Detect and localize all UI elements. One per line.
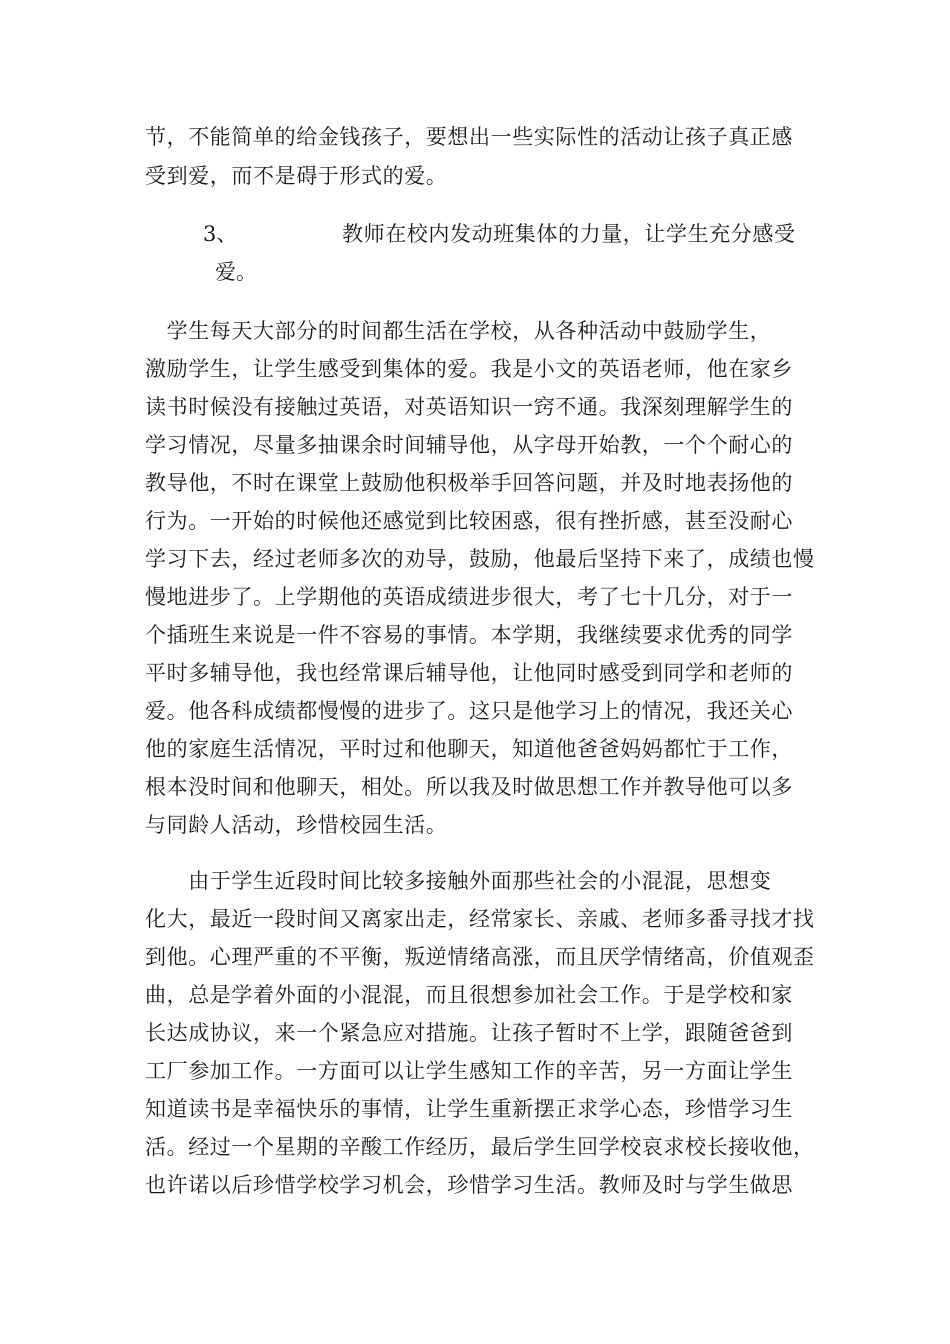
paragraph-3-line: 工厂参加工作。一方面可以让学生感知工作的辛苦，另一方面让学生 [145,1059,793,1083]
paragraph-2-line: 学习情况，尽量多抽课余时间辅导他，从字母开始教，一个个耐心的 [145,433,793,457]
paragraph-2-line: 读书时候没有接触过英语，对英语知识一窍不通。我深刻理解学生的 [145,395,793,419]
paragraph-2-line: 平时多辅导他，我也经常课后辅导他，让他同时感受到同学和老师的 [145,661,793,685]
paragraph-3-line: 到他。心理严重的不平衡，叛逆情绪高涨，而且厌学情绪高，价值观歪 [145,945,815,969]
paragraph-2-line: 教导他，不时在课堂上鼓励他积极举手回答问题，并及时地表扬他的 [145,471,793,495]
paragraph-1-line: 节，不能简单的给金钱孩子，要想出一些实际性的活动让孩子真正感 [145,125,793,149]
paragraph-2-line: 行为。一开始的时候他还感觉到比较困惑，很有挫折感，甚至没耐心 [145,509,793,533]
paragraph-2-line: 与同龄人活动，珍惜校园生活。 [145,813,448,837]
paragraph-3-line: 活。经过一个星期的辛酸工作经历，最后学生回学校哀求校长接收他， [145,1135,815,1159]
paragraph-1-line: 受到爱，而不是碍于形式的爱。 [145,164,448,188]
paragraph-2-line: 个插班生来说是一件不容易的事情。本学期，我继续要求优秀的同学 [145,623,793,647]
heading-3-title-continued: 爱。 [215,260,257,284]
heading-3-number: 3、 [203,222,238,246]
paragraph-2-line: 学习下去，经过老师多次的劝导，鼓励，他最后坚持下来了，成绩也慢 [145,547,815,571]
paragraph-2-line: 爱。他各科成绩都慢慢的进步了。这只是他学习上的情况，我还关心 [145,699,793,723]
paragraph-2-line: 学生每天大部分的时间都生活在学校，从各种活动中鼓励学生， [145,319,772,343]
paragraph-3-line: 由于学生近段时间比较多接触外面那些社会的小混混，思想变 [145,869,772,893]
heading-3-title: 教师在校内发动班集体的力量，让学生充分感受 [342,222,796,246]
paragraph-3-line: 也许诺以后珍惜学校学习机会，珍惜学习生活。教师及时与学生做思 [145,1173,793,1197]
paragraph-2-line: 激励学生，让学生感受到集体的爱。我是小文的英语老师，他在家乡 [145,357,793,381]
paragraph-3-line: 曲，总是学着外面的小混混，而且很想参加社会工作。于是学校和家 [145,983,793,1007]
paragraph-2-line: 他的家庭生活情况，平时过和他聊天，知道他爸爸妈妈都忙于工作， [145,737,793,761]
paragraph-3-line: 长达成协议，来一个紧急应对措施。让孩子暂时不上学，跟随爸爸到 [145,1021,793,1045]
paragraph-3-line: 化大，最近一段时间又离家出走，经常家长、亲戚、老师多番寻找才找 [145,907,815,931]
paragraph-2-line: 根本没时间和他聊天，相处。所以我及时做思想工作并教导他可以多 [145,775,793,799]
paragraph-2-line: 慢地进步了。上学期他的英语成绩进步很大，考了七十几分，对于一 [145,585,793,609]
paragraph-3-line: 知道读书是幸福快乐的事情，让学生重新摆正求学心态，珍惜学习生 [145,1097,793,1121]
